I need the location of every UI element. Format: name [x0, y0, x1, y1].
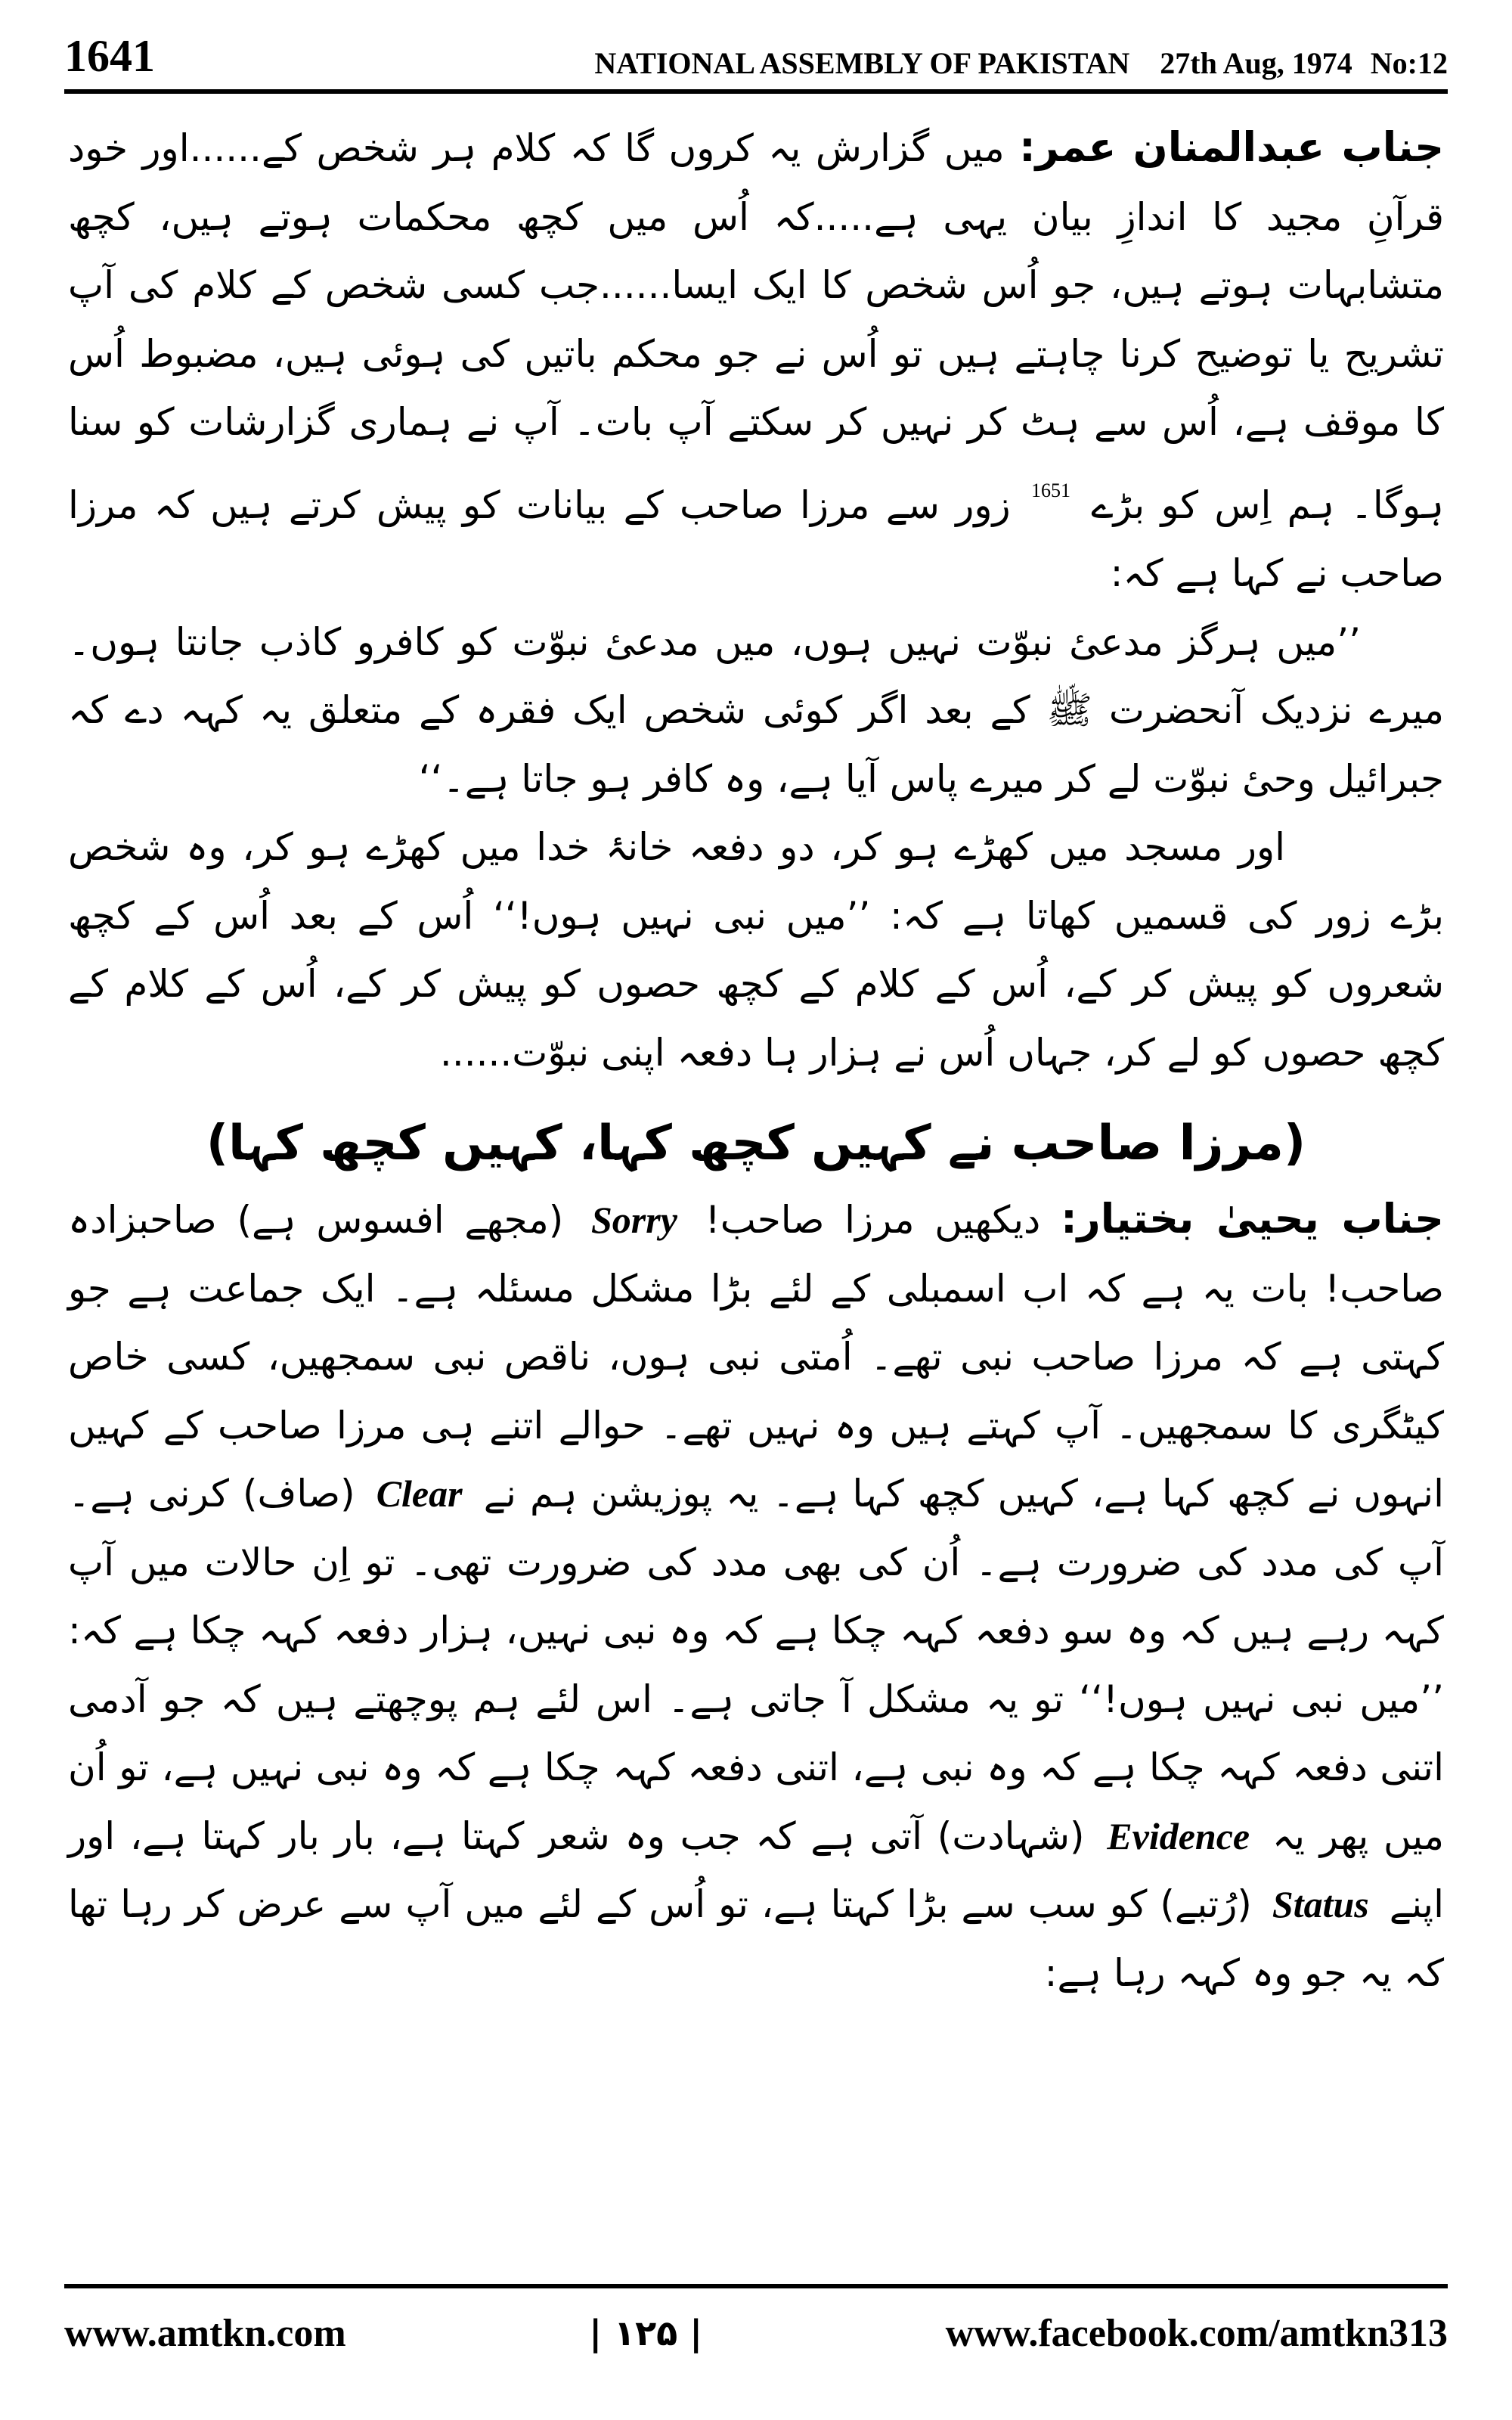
- english-term: Sorry: [591, 1199, 677, 1241]
- paragraph-text: (رُتبے) کو سب سے بڑا کہتا ہے، تو اُس کے لئے میں آپ سے عرض کر رہا تھا کہ یہ جو وہ کہہ رہا ہے:: [68, 1882, 1444, 1995]
- page-reference: 1651: [1031, 479, 1071, 501]
- header-rule: [64, 89, 1448, 94]
- paragraph-3: [68, 1185, 1444, 2007]
- facebook-link[interactable]: www.facebook.com/amtkn313: [945, 2311, 1448, 2355]
- publication-title: NATIONAL ASSEMBLY OF PAKISTAN: [594, 46, 1130, 80]
- footer-rule: [64, 2284, 1448, 2288]
- paragraph-text: (شہادت) آتی ہے کہ جب وہ شعر کہتا ہے، بار بار کہتا ہے، اور اپنے: [68, 1813, 1444, 1926]
- paragraph-1: [68, 113, 1444, 608]
- section-heading: (مرزا صاحب نے کہیں کچھ کہا، کہیں کچھ کہا): [206, 1115, 1306, 1171]
- paragraph-text: (صاف) کرنی ہے۔ آپ کی مدد کی ضرورت ہے۔ اُن کی بھی مدد کی ضرورت تھی۔ تو اِن حالات میں آپ کہہ رہے ہیں کہ وہ سو دفعہ کہہ چکا ہے کہ وہ نبی نہیں، ہزار دفعہ کہہ چکا ہے کہ: ’’میں نبی نہیں ہوں!‘‘ تو یہ مشکل آ جاتی ہے۔ اس لئے ہم پوچھتے ہیں کہ جو آدمی اتنی دفعہ کہہ چکا ہے کہ وہ نبی ہے، اتنی دفعہ کہہ چکا ہے کہ وہ نبی نہیں ہے، تو اُن میں پھر یہ: [68, 1472, 1444, 1858]
- header-info: [594, 45, 1448, 81]
- issue-number: No:12: [1370, 46, 1448, 80]
- page-body: [68, 113, 1444, 2007]
- page-footer: [64, 2299, 1448, 2367]
- paragraph-text: دیکھیں مرزا صاحب!: [705, 1198, 1041, 1242]
- english-term: Status: [1272, 1883, 1369, 1925]
- english-term: Evidence: [1107, 1814, 1250, 1857]
- website-link[interactable]: www.amtkn.com: [64, 2311, 346, 2355]
- page-number: 1641: [64, 31, 155, 81]
- paragraph-text: میں گزارش یہ کروں گا کہ کلام ہر شخص کے......اور خود قرآنِ مجید کا اندازِ بیان یہی ہے.....کہ اُس میں کچھ محکمات ہوتے ہیں، کچھ متشابہات ہوتے ہیں، جو اُس شخص کا ایک ایسا......جب کسی شخص کے کلام کی آپ تشریح یا توضیح کرنا چاہتے ہیں تو اُس نے جو محکم باتیں کی ہوئی ہیں، مضبوط اُس کا موقف ہے، اُس سے ہٹ کر نہیں کر سکتے آپ بات۔ آپ نے ہماری گزارشات کو سنا ہوگا۔ ہم اِس کو بڑے: [68, 126, 1444, 527]
- publication-date: 27th Aug, 1974: [1160, 46, 1352, 80]
- footer-page-number: | ۱۲۵ |: [589, 2313, 703, 2353]
- speaker-name: جناب یحییٰ بختیار:: [1061, 1195, 1444, 1243]
- quotation: ’’میں ہرگز مدعیٔ نبوّت نہیں ہوں، میں مدعیٔ نبوّت کو کافرو کاذب جانتا ہوں۔ میرے نزدیک آنحضرت ﷺ کے بعد اگر کوئی شخص ایک فقرہ کے متعلق یہ کہہ دے کہ جبرائیل وحیٔ نبوّت لے کر میرے پاس آیا ہے، وہ کافر ہو جاتا ہے۔‘‘: [68, 619, 1444, 801]
- paragraph-2: اور مسجد میں کھڑے ہو کر، دو دفعہ خانۂ خدا میں کھڑے ہو کر، وہ شخص بڑے زور کی قسمیں کھاتا ہے کہ: ’’میں نبی نہیں ہوں!‘‘ اُس کے بعد اُس کے کچھ شعروں کو پیش کر کے، اُس کے کلام کے کچھ حصوں کو پیش کر کے، اُس کے کلام کے کچھ حصوں کو لے کر، جہاں اُس نے ہزار ہا دفعہ اپنی نبوّت......: [68, 825, 1444, 1075]
- page-header: [64, 30, 1448, 91]
- speaker-name: جناب عبدالمنان عمر:: [1019, 123, 1444, 171]
- english-term: Clear: [376, 1472, 463, 1515]
- paragraph-text: (مجھے افسوس ہے) صاحبزادہ صاحب! بات یہ ہے کہ اب اسمبلی کے لئے بڑا مشکل مسئلہ ہے۔ ایک جماعت ہے جو کہتی ہے کہ مرزا صاحب نبی تھے۔ اُمتی نبی ہوں، ناقص نبی سمجھیں، کسی خاص کیٹگری کا سمجھیں۔ آپ کہتے ہیں وہ نہیں تھے۔ حوالے اتنے ہی مرزا صاحب کے کہیں انہوں نے کچھ کہا ہے، کہیں کچھ کہا ہے۔ یہ پوزیشن ہم نے: [68, 1198, 1444, 1516]
- paragraph-text: زور سے مرزا صاحب کے بیانات کو پیش کرتے ہیں کہ مرزا صاحب نے کہا ہے کہ:: [68, 482, 1444, 595]
